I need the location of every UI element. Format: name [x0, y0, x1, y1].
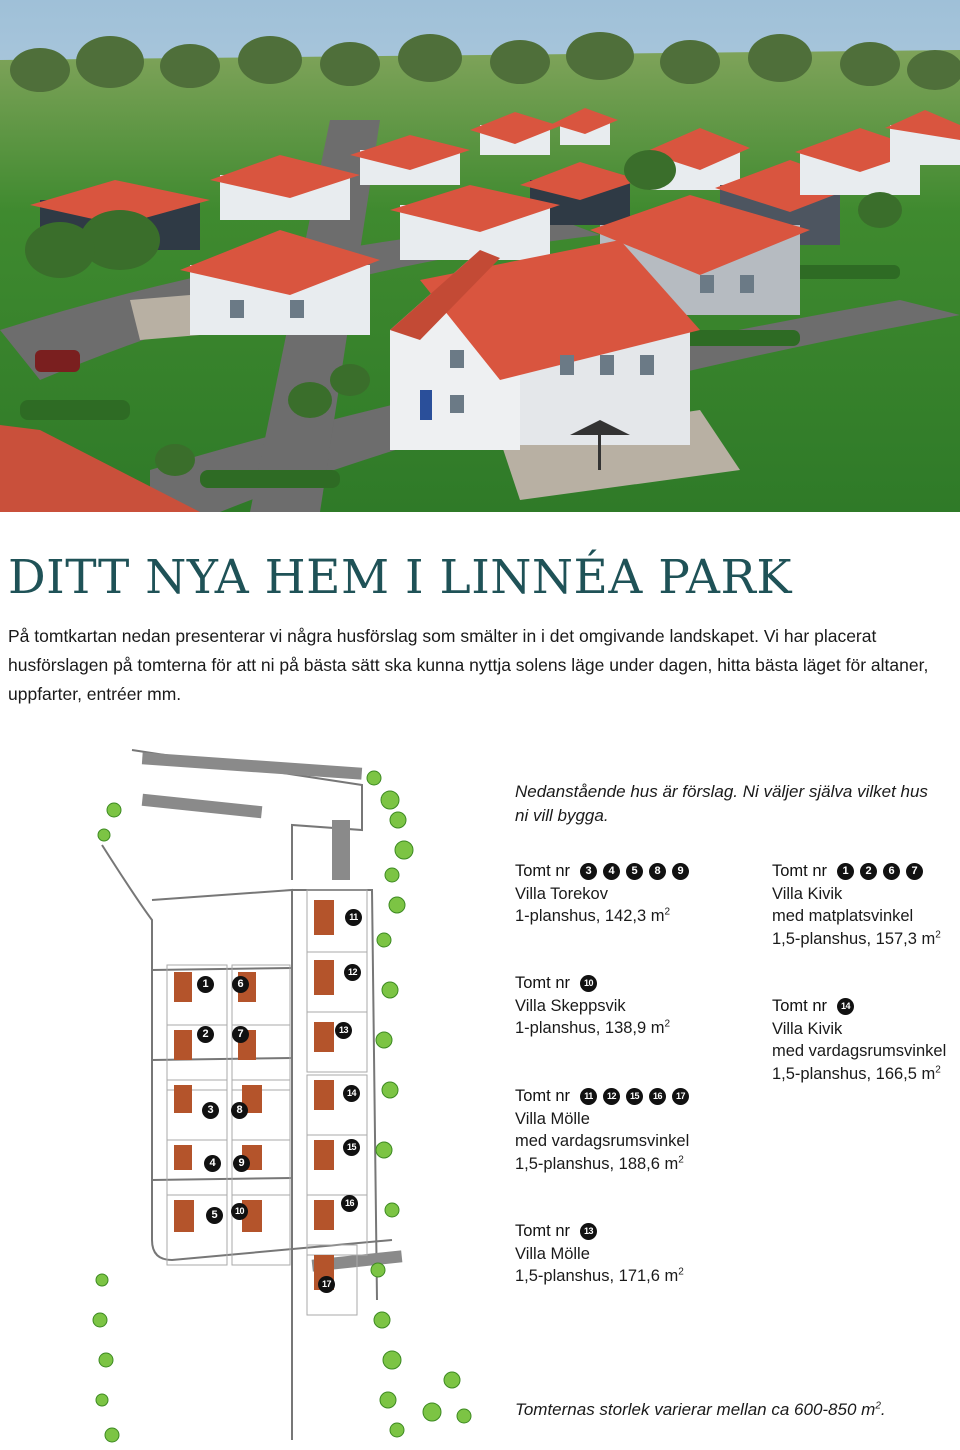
- plot-group-heading: [515, 972, 670, 995]
- hero-aerial-image: [0, 0, 960, 512]
- intro-paragraph: På tomtkartan nedan presenterar vi några husförslag som smälter in i det omgivande landskapet. Vi har placerat husförslagen på tomterna för att ni på bästa sätt ska kunna nyttja solens läge under dagen, hitta bästa läget för altaner, uppfarter, entréer mm.: [8, 626, 929, 704]
- plot-label: Tomt nr: [515, 1222, 571, 1240]
- plot-badge: 7: [906, 863, 923, 880]
- villa-name: Villa Mölle: [515, 1244, 590, 1263]
- map-plot-17: 17: [318, 1276, 335, 1293]
- plot-label: Tomt nr: [772, 862, 828, 880]
- plot-badge: 3: [580, 863, 597, 880]
- plot-badge: 8: [649, 863, 666, 880]
- map-plot-9: 9: [233, 1155, 250, 1172]
- map-plot-8: 8: [231, 1102, 248, 1119]
- plot-badge: 5: [626, 863, 643, 880]
- plot-badge: 11: [580, 1088, 597, 1105]
- map-plot-3: 3: [202, 1102, 219, 1119]
- plot-group-torekov: [515, 860, 695, 928]
- map-plot-12: 12: [344, 964, 361, 981]
- plot-badge: 12: [603, 1088, 620, 1105]
- suggestion-note: Nedanstående hus är förslag. Ni väljer själva vilket hus ni vill bygga.: [515, 782, 928, 825]
- plot-group-heading: [515, 1085, 695, 1108]
- map-plot-11: 11: [345, 909, 362, 926]
- house-size: 1,5-planshus, 166,5 $m^2$: [772, 1064, 941, 1083]
- villa-variant: med vardagsrumsvinkel: [772, 1042, 947, 1060]
- villa-name: Villa Mölle: [515, 1109, 590, 1128]
- plot-label: Tomt nr: [515, 974, 571, 992]
- plot-badge: 1: [837, 863, 854, 880]
- plot-badge: 4: [603, 863, 620, 880]
- plot-group-kivik-matplats: [772, 860, 941, 950]
- map-plot-10: 10: [231, 1203, 248, 1220]
- map-plot-4: 4: [204, 1155, 221, 1172]
- house-size: 1-planshus, 138,9 $m^2$: [515, 1018, 671, 1037]
- plot-badge: 2: [860, 863, 877, 880]
- plot-label: Tomt nr: [515, 1087, 571, 1105]
- plot-label: Tomt nr: [772, 997, 828, 1015]
- plot-group-molle-vardagsrum: [515, 1085, 695, 1175]
- villa-variant: med vardagsrumsvinkel: [515, 1132, 690, 1150]
- plot-group-heading: [772, 860, 941, 883]
- map-plot-1: 1: [197, 976, 214, 993]
- site-plan-map: [92, 740, 477, 1445]
- map-plot-14: 14: [343, 1085, 360, 1102]
- map-plot-2: 2: [197, 1026, 214, 1043]
- house-size: 1,5-planshus, 188,6 $m^2$: [515, 1154, 684, 1173]
- villa-name: Villa Kivik: [772, 884, 843, 903]
- plot-label: Tomt nr: [515, 862, 571, 880]
- map-plot-16: 16: [341, 1195, 358, 1212]
- plot-badge: 15: [626, 1088, 643, 1105]
- plot-group-heading: [515, 1220, 684, 1243]
- house-size: 1,5-planshus, 171,6 $m^2$: [515, 1266, 684, 1285]
- villa-variant: med matplatsvinkel: [772, 907, 914, 925]
- plot-group-heading: [515, 860, 695, 883]
- plot-badge: 13: [580, 1223, 597, 1240]
- plot-badge: 10: [580, 975, 597, 992]
- villa-name: Villa Torekov: [515, 884, 608, 903]
- plot-size-note: Tomternas storlek varierar mellan ca 600-850 $m^2$.: [515, 1400, 886, 1419]
- plot-badge: 17: [672, 1088, 689, 1105]
- plot-badge: 14: [837, 998, 854, 1015]
- map-plot-13: 13: [335, 1022, 352, 1039]
- house-size: 1,5-planshus, 157,3 $m^2$: [772, 929, 941, 948]
- plot-badge: 16: [649, 1088, 666, 1105]
- plot-group-kivik-vardagsrum: [772, 995, 946, 1085]
- map-plot-15: 15: [343, 1139, 360, 1156]
- map-plot-7: 7: [232, 1026, 249, 1043]
- villa-name: Villa Skeppsvik: [515, 996, 626, 1015]
- plot-group-heading: [772, 995, 946, 1018]
- plot-group-skeppsvik: [515, 972, 670, 1040]
- map-plot-5: 5: [206, 1207, 223, 1224]
- villa-name: Villa Kivik: [772, 1019, 843, 1038]
- plot-group-molle: [515, 1220, 684, 1288]
- page-title: DITT NYA HEM I LINNÉA PARK: [8, 550, 792, 605]
- plot-badge: 9: [672, 863, 689, 880]
- map-plot-6: 6: [232, 976, 249, 993]
- plot-badge: 6: [883, 863, 900, 880]
- house-size: 1-planshus, 142,3 $m^2$: [515, 906, 671, 925]
